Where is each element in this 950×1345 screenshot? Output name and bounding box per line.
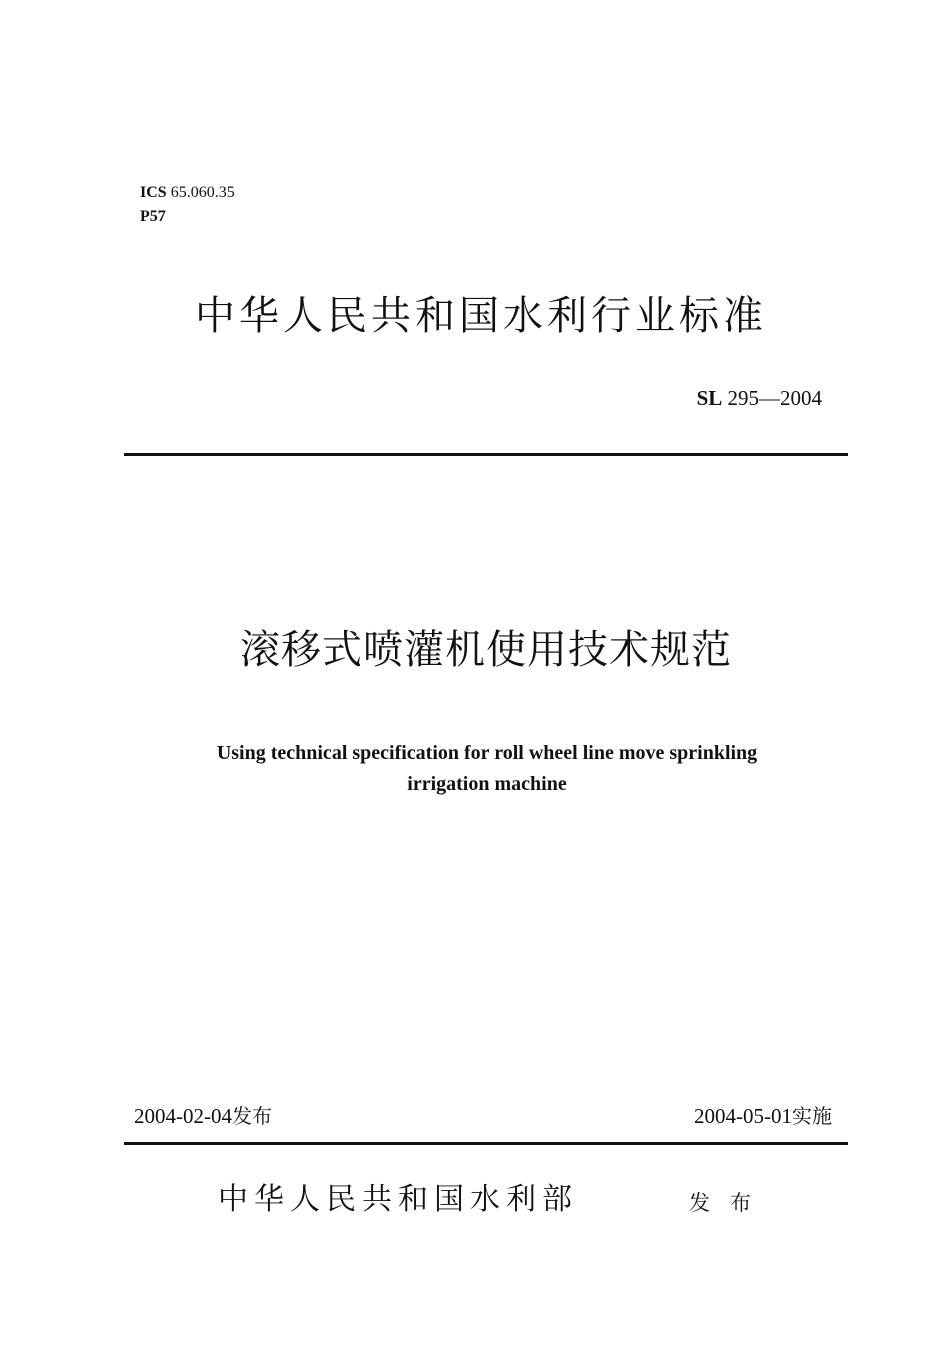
ics-number: 65.060.35 bbox=[170, 184, 235, 201]
effective-date-label: 实施 bbox=[792, 1104, 832, 1128]
document-title-en bbox=[150, 738, 824, 800]
issue-date bbox=[134, 1102, 272, 1130]
ics-code bbox=[140, 183, 235, 203]
issue-date-value: 2004-02-04 bbox=[134, 1104, 232, 1128]
bottom-divider bbox=[124, 1142, 848, 1145]
effective-date bbox=[694, 1102, 832, 1130]
classification-code: P57 bbox=[140, 208, 166, 225]
ics-label: ICS bbox=[140, 184, 167, 201]
document-title-zh: 滚移式喷灌机使用技术规范 bbox=[240, 627, 732, 673]
document-title-en-line1: Using technical specification for roll wheel line move sprinkling bbox=[216, 742, 758, 764]
standard-category-title: 中华人民共和国水利行业标准 bbox=[195, 293, 767, 339]
issue-date-label: 发布 bbox=[232, 1104, 272, 1128]
standard-code-prefix: SL bbox=[696, 386, 723, 410]
effective-date-value: 2004-05-01 bbox=[694, 1104, 792, 1128]
standard-code bbox=[697, 385, 822, 411]
publisher-name: 中华人民共和国水利部 bbox=[218, 1182, 578, 1217]
publish-label: 发布 bbox=[689, 1191, 771, 1215]
top-divider bbox=[124, 453, 848, 456]
standard-code-number: 295—2004 bbox=[727, 386, 822, 410]
document-title-en-line2: irrigation machine bbox=[407, 773, 567, 795]
